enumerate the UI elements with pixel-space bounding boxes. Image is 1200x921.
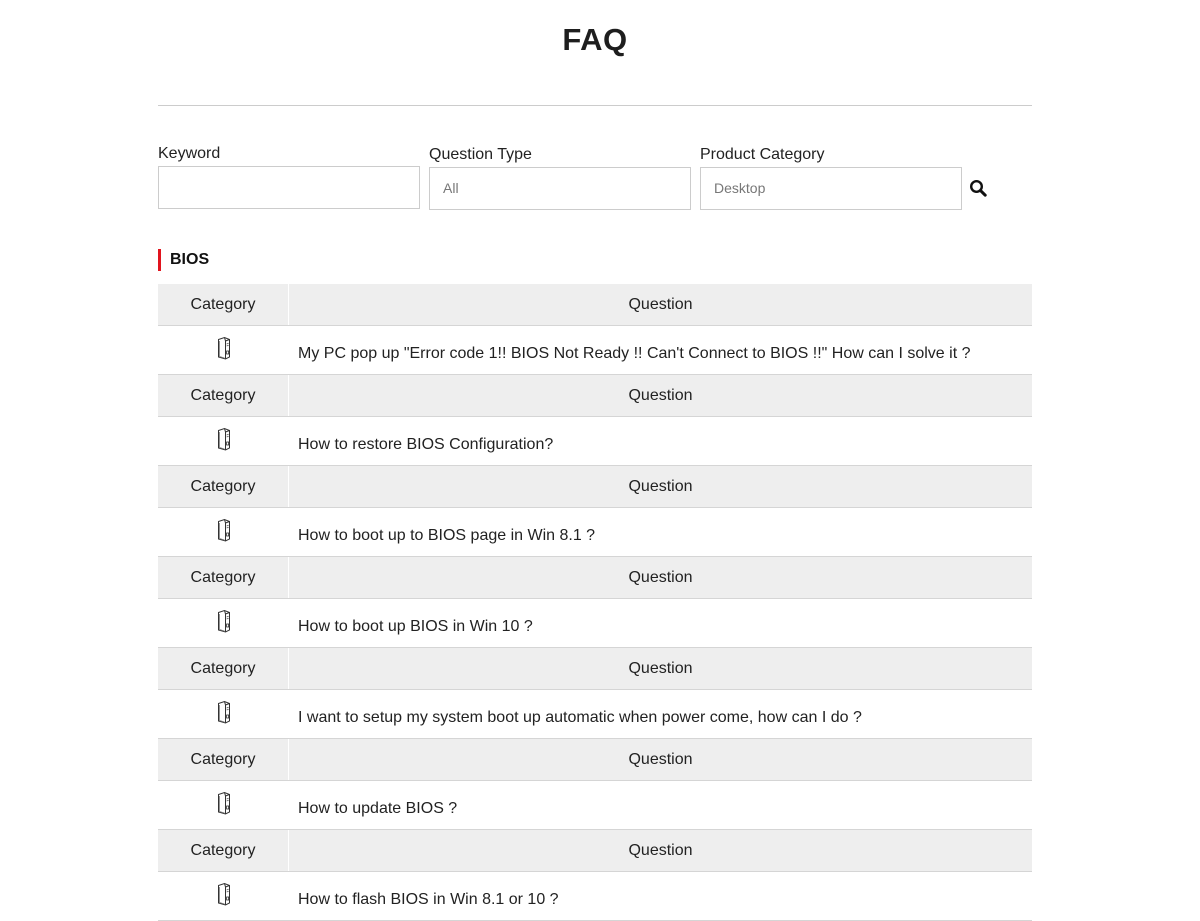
question-link[interactable]: How to restore BIOS Configuration? (298, 436, 554, 453)
category-column-header: Category (158, 648, 289, 689)
question-column-header: Question (628, 660, 693, 677)
title-divider (158, 105, 1032, 106)
question-column-header: Question (628, 478, 693, 495)
search-button[interactable] (968, 178, 990, 200)
category-column-header: Category (158, 466, 289, 507)
category-column-header: Category (158, 830, 289, 871)
category-column-header: Category (158, 739, 289, 780)
desktop-tower-icon (216, 609, 232, 633)
question-link[interactable]: How to flash BIOS in Win 8.1 or 10 ? (298, 891, 559, 908)
table-header (158, 648, 1032, 690)
table-header (158, 466, 1032, 508)
faq-table (158, 284, 1032, 921)
table-header (158, 284, 1032, 326)
category-column-header: Category (158, 284, 289, 325)
search-icon (968, 178, 990, 200)
question-column-header: Question (628, 296, 693, 313)
faq-block (158, 648, 1032, 739)
category-cell (158, 508, 289, 556)
question-column-header: Question (628, 842, 693, 859)
faq-block (158, 466, 1032, 557)
question-type-filter (429, 144, 691, 210)
desktop-tower-icon (216, 791, 232, 815)
product-category-label: Product Category (700, 146, 825, 163)
product-category-filter (700, 144, 962, 210)
desktop-tower-icon (216, 518, 232, 542)
question-link[interactable]: My PC pop up "Error code 1!! BIOS Not Ready !! Can't Connect to BIOS !!" How can I solve it ? (298, 345, 971, 362)
table-row (158, 872, 1032, 921)
table-row (158, 599, 1032, 648)
question-link[interactable]: How to update BIOS ? (298, 800, 458, 817)
category-cell (158, 326, 289, 374)
table-row (158, 690, 1032, 739)
faq-block (158, 284, 1032, 375)
keyword-input[interactable] (158, 166, 420, 209)
category-cell (158, 872, 289, 920)
category-column-header: Category (158, 557, 289, 598)
table-row (158, 326, 1032, 375)
question-type-label: Question Type (429, 146, 532, 163)
question-link[interactable]: How to boot up to BIOS page in Win 8.1 ? (298, 527, 596, 544)
faq-block (158, 375, 1032, 466)
table-row (158, 508, 1032, 557)
table-header (158, 557, 1032, 599)
product-category-select[interactable]: Desktop (700, 167, 962, 210)
table-row (158, 417, 1032, 466)
question-link[interactable]: I want to setup my system boot up automatic when power come, how can I do ? (298, 709, 862, 726)
table-row (158, 781, 1032, 830)
question-link[interactable]: How to boot up BIOS in Win 10 ? (298, 618, 533, 635)
page-title: FAQ (562, 22, 628, 57)
table-header (158, 739, 1032, 781)
desktop-tower-icon (216, 882, 232, 906)
table-header (158, 830, 1032, 872)
question-column-header: Question (628, 751, 693, 768)
category-cell (158, 781, 289, 829)
desktop-tower-icon (216, 427, 232, 451)
category-column-header: Category (158, 375, 289, 416)
question-type-select[interactable]: All (429, 167, 691, 210)
table-header (158, 375, 1032, 417)
section-heading-bios: BIOS (158, 249, 209, 271)
faq-block (158, 557, 1032, 648)
faq-block (158, 739, 1032, 830)
desktop-tower-icon (216, 700, 232, 724)
desktop-tower-icon (216, 336, 232, 360)
keyword-label: Keyword (158, 145, 221, 162)
category-cell (158, 417, 289, 465)
category-cell (158, 599, 289, 647)
category-cell (158, 690, 289, 738)
question-column-header: Question (628, 569, 693, 586)
question-column-header: Question (628, 387, 693, 404)
faq-block (158, 830, 1032, 921)
keyword-filter (158, 144, 420, 209)
filter-bar (158, 144, 1032, 214)
